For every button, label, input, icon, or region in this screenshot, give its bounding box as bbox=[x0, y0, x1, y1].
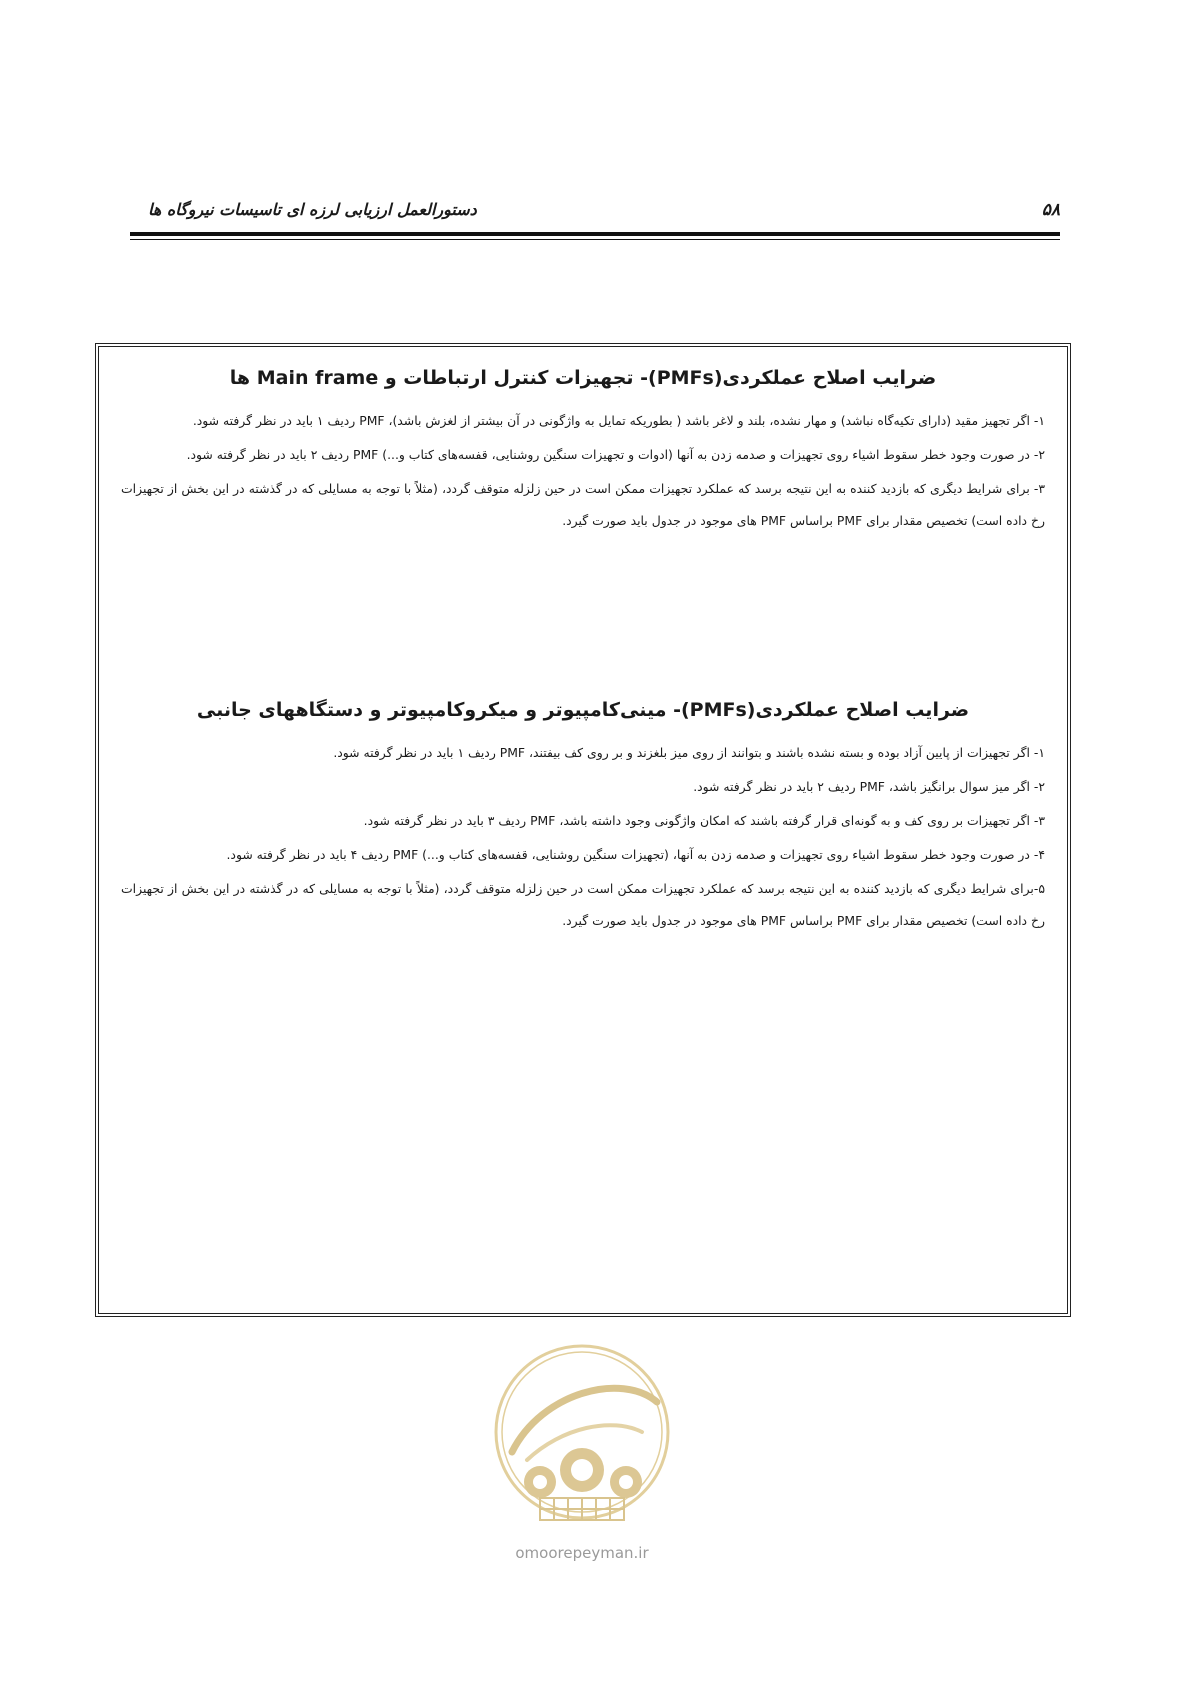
document-title: دستورالعمل ارزیابی لرزه ای تاسیسات نیروگاه ها bbox=[148, 200, 477, 219]
section-computers-peripherals bbox=[121, 699, 1045, 939]
watermark-logo-icon bbox=[492, 1332, 672, 1532]
header-rule-thin bbox=[130, 239, 1060, 240]
section-title: ضرایب اصلاح عملکردی(PMFs)- تجهیزات کنترل ارتباطات و Main frame ها bbox=[229, 367, 937, 389]
list-item: ۲- در صورت وجود خطر سقوط اشیاء روی تجهیزات و صدمه زدن به آنها (ادوات و تجهیزات سنگین روشنایی، قفسه‌های کتاب و...) PMF ردیف ۲ باید در نظر گرفته شود. bbox=[186, 447, 1045, 462]
list-item: ۵-برای شرایط دیگری که بازدید کننده به این نتیجه برسد که عملکرد تجهیزات ممکن است در حین زلزله متوقف گردد، (مثلاً با توجه به مسایلی که در گذشته در این بخش از تجهیزات رخ داده است) تخصیص مقدار برای PMF براساس PMF های موجود در جدول باید صورت گیرد. bbox=[121, 881, 1045, 928]
watermark-url: omoorepeyman.ir bbox=[515, 1544, 649, 1562]
list-item: ۱- اگر تجهیز مقید (دارای تکیه‌گاه نباشد) و مهار نشده، بلند و لاغر باشد ( بطوریکه تمایل به واژگونی در آن بیشتر از لغزش باشد)، PMF ردیف ۱ باید در نظر گرفته شود. bbox=[192, 413, 1045, 428]
content-frame bbox=[98, 346, 1068, 1314]
section-control-communications bbox=[121, 367, 1045, 539]
list-item: ۲- اگر میز سوال برانگیز باشد، PMF ردیف ۲ باید در نظر گرفته شود. bbox=[693, 779, 1045, 794]
section-title: ضرایب اصلاح عملکردی(PMFs)- مینی‌کامپیوتر و میکروکامپیوتر و دستگاههای جانبی bbox=[196, 699, 970, 721]
watermark-stamp bbox=[492, 1332, 672, 1562]
header-rule-thick bbox=[130, 232, 1060, 236]
list-item: ۳- اگر تجهیزات بر روی کف و به گونه‌ای قرار گرفته باشند که امکان واژگونی وجود داشته باشد، PMF ردیف ۳ باید در نظر گرفته شود. bbox=[363, 813, 1045, 828]
page-number: ۵۸ bbox=[1041, 200, 1060, 220]
list-item: ۱- اگر تجهیزات از پایین آزاد بوده و بسته نشده باشند و بتوانند از روی میز بلغزند و بر روی کف بیفتند، PMF ردیف ۱ باید در نظر گرفته شود. bbox=[333, 745, 1045, 760]
page-header bbox=[130, 198, 1060, 228]
list-item: ۴- در صورت وجود خطر سقوط اشیاء روی تجهیزات و صدمه زدن به آنها، (تجهیزات سنگین روشنایی، قفسه‌های کتاب و...) PMF ردیف ۴ باید در نظر گرفته شود. bbox=[226, 847, 1045, 862]
list-item: ۳- برای شرایط دیگری که بازدید کننده به این نتیجه برسد که عملکرد تجهیزات ممکن است در حین زلزله متوقف گردد، (مثلاً با توجه به مسایلی که در گذشته در این بخش از تجهیزات رخ داده است) تخصیص مقدار برای PMF براساس PMF های موجود در جدول باید صورت گیرد. bbox=[121, 481, 1045, 528]
